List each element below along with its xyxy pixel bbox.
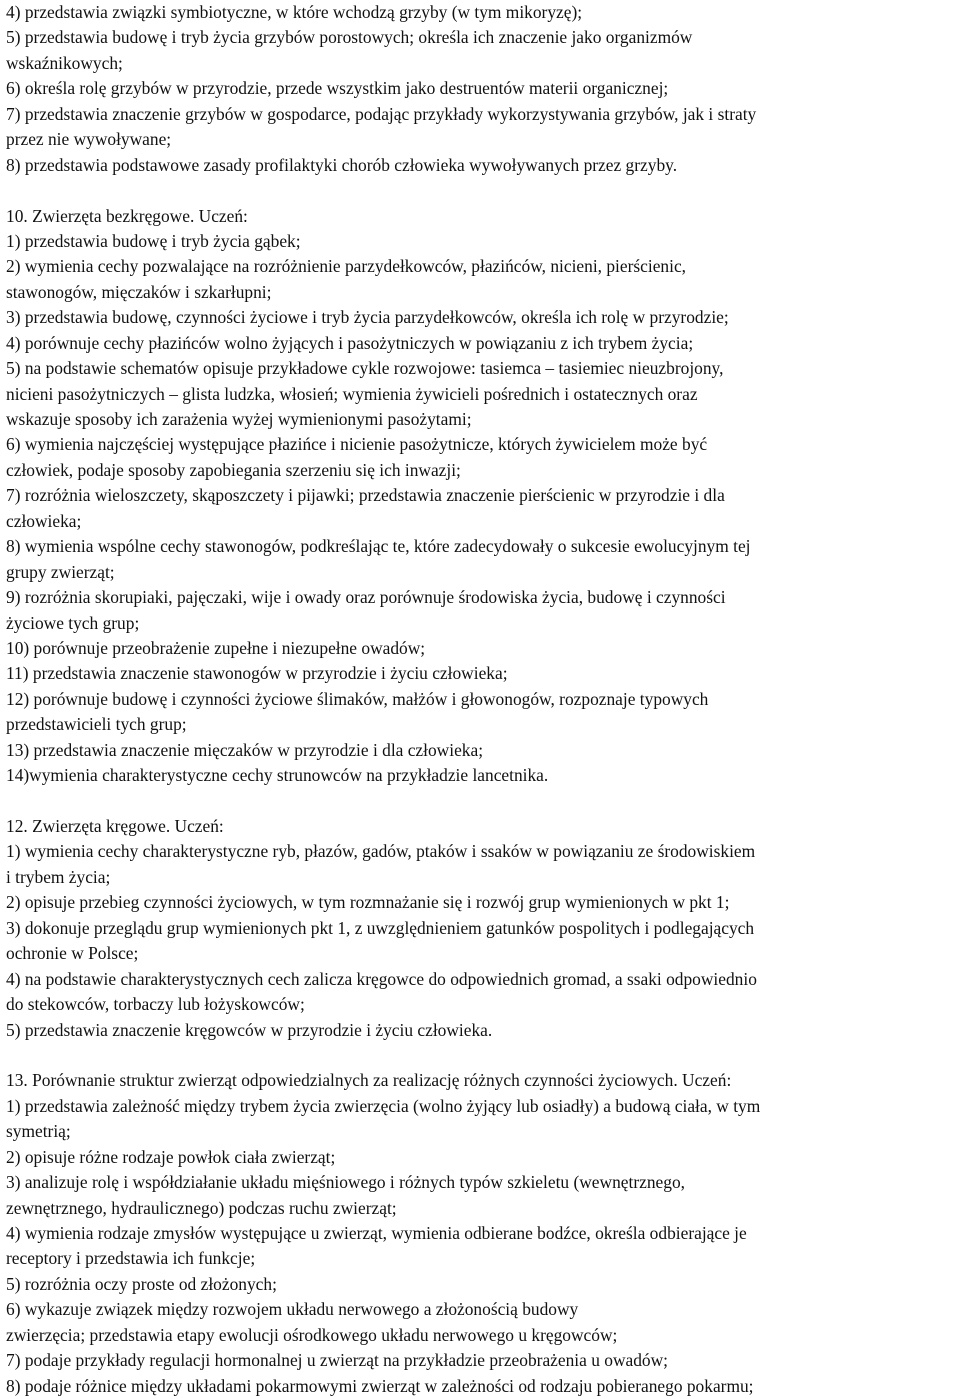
text-line: 5) przedstawia budowę i tryb życia grzybów porostowych; określa ich znaczenie jako organizmów: [6, 27, 693, 48]
text-line: wskaźnikowych;: [6, 52, 123, 73]
text-line: 2) wymienia cechy pozwalające na rozróżnienie parzydełkowców, płazińców, nicieni, pierścienic,: [6, 256, 687, 277]
text-line: receptory i przedstawia ich funkcje;: [6, 1248, 256, 1269]
document-page: [6, 0, 956, 1399]
text-line: 6) określa rolę grzybów w przyrodzie, przede wszystkim jako destruentów materii organicznej;: [6, 78, 669, 99]
paragraph-gap: [6, 178, 956, 203]
text-line: zwierzęcia; przedstawia etapy ewolucji ośrodkowego układu nerwowego u kręgowców;: [6, 1324, 618, 1345]
text-line: do stekowców, torbaczy lub łożyskowców;: [6, 994, 305, 1015]
section-heading: 12. Zwierzęta kręgowe. Uczeń:: [6, 816, 224, 836]
text-line: grupy zwierząt;: [6, 561, 115, 582]
text-line: 3) analizuje rolę i współdziałanie układu mięśniowego i różnych typów szkieletu (wewnętrznego,: [6, 1172, 685, 1193]
text-line: wskazuje sposoby ich zarażenia wyżej wymienionymi pasożytami;: [6, 409, 472, 429]
text-line: 1) przedstawia budowę i tryb życia gąbek;: [6, 230, 301, 251]
text-line: 3) przedstawia budowę, czynności życiowe i tryb życia parzydełkowców, określa ich rolę w przyrodzie;: [6, 307, 729, 328]
text-line: 4) na podstawie charakterystycznych cech zalicza kręgowce do odpowiednich gromad, a ssaki odpowiednio: [6, 968, 757, 989]
text-line: 1) wymienia cechy charakterystyczne ryb, płazów, gadów, ptaków i ssaków w powiązaniu ze środowiskiem: [6, 841, 756, 862]
text-line: 4) wymienia rodzaje zmysłów występujące u zwierząt, wymienia odbierane bodźce, określa odbierające je: [6, 1223, 747, 1243]
text-line: życiowe tych grup;: [6, 612, 140, 633]
paragraph-gap: [6, 789, 956, 814]
section-heading: 13. Porównanie struktur zwierząt odpowiedzialnych za realizację różnych czynności życiowych. Uczeń:: [6, 1070, 732, 1091]
text-line: ochronie w Polsce;: [6, 943, 139, 964]
text-line: 12) porównuje budowę i czynności życiowe ślimaków, małżów i głowonogów, rozpoznaje typowych: [6, 688, 709, 709]
text-line: i trybem życia;: [6, 866, 111, 887]
text-line: człowieka;: [6, 510, 82, 531]
text-line: 7) przedstawia znaczenie grzybów w gospodarce, podając przykłady wykorzystywania grzybów, jak i straty: [6, 103, 757, 124]
text-line: 1) przedstawia zależność między trybem życia zwierzęcia (wolno żyjący lub osiadły) a budową ciała, w tym: [6, 1095, 761, 1116]
text-line: człowiek, podaje sposoby zapobiegania szerzeniu się ich inwazji;: [6, 459, 461, 480]
text-line: 7) rozróżnia wieloszczety, skąposzczety i pijawki; przedstawia znaczenie pierścienic w przyrodzie i dla: [6, 485, 725, 506]
text-line: 14)wymienia charakterystyczne cechy strunowców na przykładzie lancetnika.: [6, 765, 549, 786]
text-line: 8) przedstawia podstawowe zasady profilaktyki chorób człowieka wywoływanych przez grzyby.: [6, 154, 678, 175]
text-line: 4) porównuje cechy płazińców wolno żyjących i pasożytniczych w powiązaniu z ich trybem życia;: [6, 332, 694, 353]
text-line: 5) rozróżnia oczy proste od złożonych;: [6, 1273, 277, 1294]
text-line: 4) przedstawia związki symbiotyczne, w które wchodzą grzyby (w tym mikoryzę);: [6, 2, 583, 22]
text-line: 7) podaje przykłady regulacji hormonalnej u zwierząt na przykładzie przeobrażenia u owadów;: [6, 1350, 668, 1371]
text-line: 8) wymienia wspólne cechy stawonogów, podkreślając te, które zadecydowały o sukcesie ewolucyjnym tej: [6, 536, 751, 557]
text-line: 2) opisuje przebieg czynności życiowych, w tym rozmnażanie się i rozwój grup wymienionych w pkt 1;: [6, 892, 730, 913]
text-line: 11) przedstawia znaczenie stawonogów w przyrodzie i życiu człowieka;: [6, 663, 508, 684]
text-line: przez nie wywoływane;: [6, 129, 172, 150]
text-line: symetrią;: [6, 1121, 71, 1142]
text-line: 2) opisuje różne rodzaje powłok ciała zwierząt;: [6, 1146, 336, 1167]
section-10: [6, 204, 956, 789]
text-line: 6) wymienia najczęściej występujące płazińce i nicienie pasożytnicze, których żywicielem może być: [6, 434, 708, 455]
text-line: zewnętrznego, hydraulicznego) podczas ruchu zwierząt;: [6, 1197, 397, 1218]
paragraph-gap: [6, 1043, 956, 1068]
text-line: stawonogów, mięczaków i szkarłupni;: [6, 281, 272, 302]
text-line: przedstawicieli tych grup;: [6, 714, 187, 735]
text-line: 8) podaje różnice między układami pokarmowymi zwierząt w zależności od rodzaju pobieranego pokarmu;: [6, 1375, 754, 1396]
text-line: 6) wykazuje związek między rozwojem układu nerwowego a złożonością budowy: [6, 1299, 579, 1320]
section-12: [6, 814, 956, 1043]
text-line: nicieni pasożytniczych – glista ludzka, włosień; wymienia żywicieli pośrednich i ostatecznych oraz: [6, 383, 698, 404]
section-heading: 10. Zwierzęta bezkręgowe. Uczeń:: [6, 205, 248, 226]
text-line: 9) rozróżnia skorupiaki, pajęczaki, wije i owady oraz porównuje środowiska życia, budowę i czynności: [6, 587, 726, 608]
text-line: 5) na podstawie schematów opisuje przykładowe cykle rozwojowe: tasiemca – tasiemiec nieuzbrojony,: [6, 358, 724, 379]
text-line: 3) dokonuje przeglądu grup wymienionych pkt 1, z uwzględnieniem gatunków pospolitych i podlegających: [6, 917, 755, 938]
text-line: 10) porównuje przeobrażenie zupełne i niezupełne owadów;: [6, 637, 426, 658]
text-line: 13) przedstawia znaczenie mięczaków w przyrodzie i dla człowieka;: [6, 739, 484, 760]
section-13: [6, 1068, 956, 1399]
section-intro: [6, 0, 956, 178]
text-line: 5) przedstawia znaczenie kręgowców w przyrodzie i życiu człowieka.: [6, 1019, 493, 1040]
